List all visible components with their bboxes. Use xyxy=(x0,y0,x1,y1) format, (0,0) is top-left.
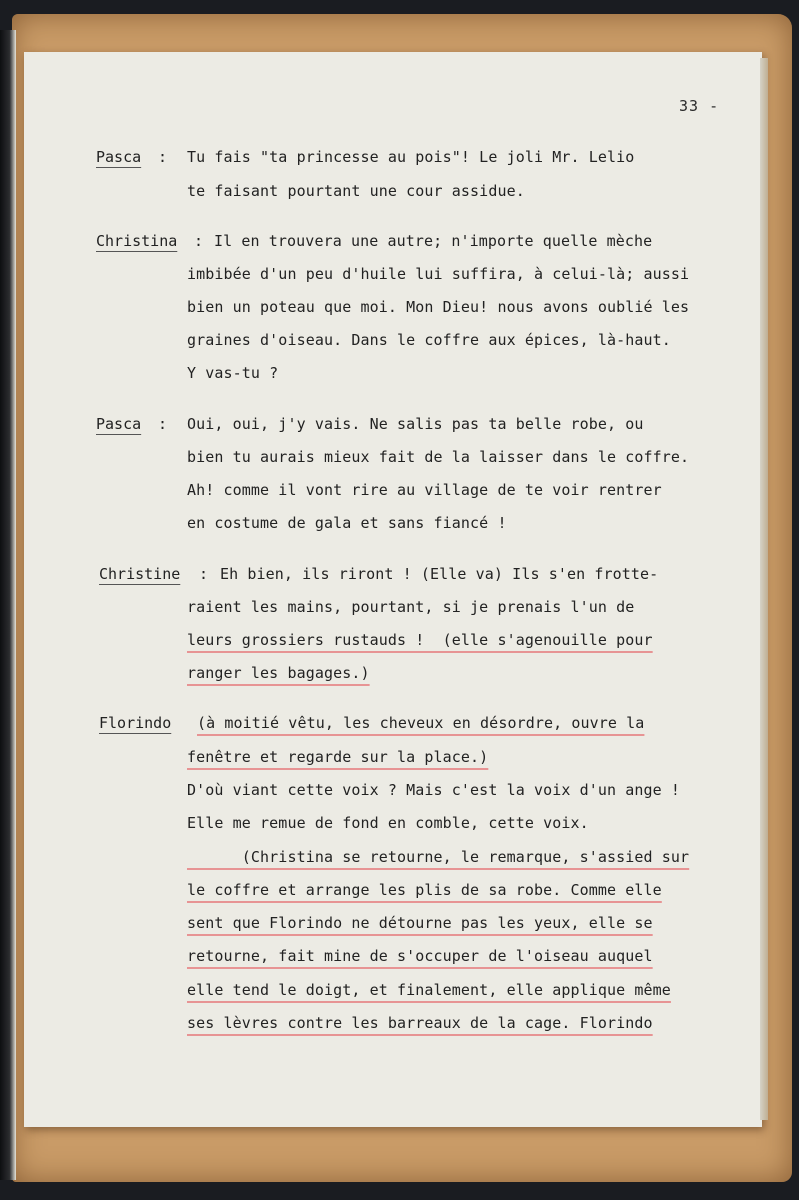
speaker-name: Christina xyxy=(96,232,178,250)
dialogue-line: bien un poteau que moi. Mon Dieu! nous avons oublié les xyxy=(187,298,690,316)
dialogue-line: Y vas-tu ? xyxy=(187,364,279,382)
stage-direction-line: le coffre et arrange les plis de sa robe. Comme elle xyxy=(187,881,662,899)
dialogue-line: Elle me remue de fond en comble, cette voix. xyxy=(187,814,589,832)
speaker-separator: : xyxy=(158,148,168,166)
dialogue-line: Il en trouvera une autre; n'importe quelle mèche xyxy=(214,232,653,250)
dialogue-line: imbibée d'un peu d'huile lui suffira, à celui-là; aussi xyxy=(187,265,690,283)
page-edge xyxy=(760,58,768,1120)
speaker-separator: : xyxy=(158,415,168,433)
speaker-separator: : xyxy=(199,565,209,583)
binding-spine xyxy=(0,30,16,1180)
speaker-name: Florindo xyxy=(99,714,172,732)
dialogue-line: en costume de gala et sans fiancé ! xyxy=(187,514,507,532)
stage-direction-line: sent que Florindo ne détourne pas les yeux, elle se xyxy=(187,914,653,932)
speaker-name: Christine xyxy=(99,565,181,583)
stage-direction-line: (à moitié vêtu, les cheveux en désordre, ouvre la xyxy=(197,714,645,732)
speaker-separator: : xyxy=(194,232,204,250)
dialogue-line: leurs grossiers rustauds ! (elle s'agenouille pour xyxy=(187,631,653,649)
stage-direction-line: retourne, fait mine de s'occuper de l'oiseau auquel xyxy=(187,947,653,965)
dialogue-line: ranger les bagages.) xyxy=(187,664,370,682)
dialogue-line: Oui, oui, j'y vais. Ne salis pas ta belle robe, ou xyxy=(187,415,644,433)
dialogue-line: graines d'oiseau. Dans le coffre aux épices, là-haut. xyxy=(187,331,671,349)
dialogue-line: raient les mains, pourtant, si je prenais l'un de xyxy=(187,598,635,616)
dialogue-line: bien tu aurais mieux fait de la laisser dans le coffre. xyxy=(187,448,690,466)
dialogue-line: Eh bien, ils riront ! (Elle va) Ils s'en frotte- xyxy=(220,565,659,583)
stage-direction-line: fenêtre et regarde sur la place.) xyxy=(187,748,489,766)
stage-direction-line: elle tend le doigt, et finalement, elle applique même xyxy=(187,981,671,999)
stage-direction-line: (Christina se retourne, le remarque, s'assied sur xyxy=(187,848,690,866)
stage-direction-line: ses lèvres contre les barreaux de la cage. Florindo xyxy=(187,1014,653,1032)
dialogue-line: Ah! comme il vont rire au village de te voir rentrer xyxy=(187,481,662,499)
speaker-name: Pasca xyxy=(96,148,142,166)
speaker-name: Pasca xyxy=(96,415,142,433)
dialogue-line: Tu fais "ta princesse au pois"! Le joli Mr. Lelio xyxy=(187,148,635,166)
dialogue-line: D'où viant cette voix ? Mais c'est la voix d'un ange ! xyxy=(187,781,681,799)
dialogue-line: te faisant pourtant une cour assidue. xyxy=(187,182,525,200)
page-number: 33 - xyxy=(679,97,720,115)
typewritten-page xyxy=(24,52,762,1127)
